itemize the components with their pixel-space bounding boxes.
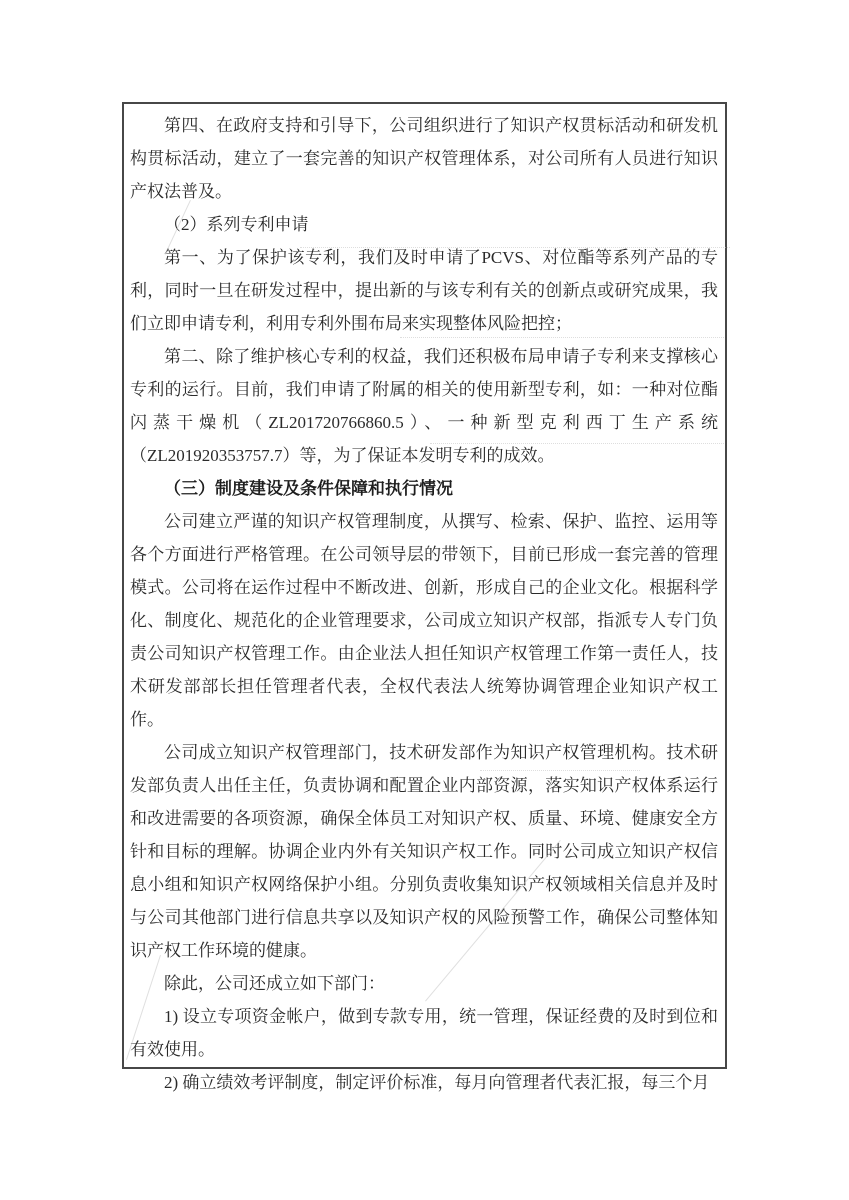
paragraph: 公司建立严谨的知识产权管理制度，从撰写、检索、保护、监控、运用等各个方面进行严格管理。在公司领导层的带领下，目前已形成一套完善的管理模式。公司将在运作过程中不断改进、创新，形成自己的企业文化。根据科学化、制度化、规范化的企业管理要求，公司成立知识产权部，指派专人专门负责公司知识产权管理工作。由企业法人担任知识产权管理工作第一责任人，技术研发部部长担任管理者代表，全权代表法人统筹协调管理企业知识产权工作。 [130, 512, 718, 729]
text-content [130, 109, 718, 1099]
paragraph: （2）系列专利申请 [164, 215, 309, 234]
section-heading: （三）制度建设及条件保障和执行情况 [164, 479, 453, 498]
paragraph: 第二、除了维护核心专利的权益，我们还积极布局申请子专利来支撑核心专利的运行。目前，我们申请了附属的相关的使用新型专利，如：一种对位酯闪蒸干燥机（ZL201720766860.5）、一种新型克利西丁生产系统（ZL201920353757.7）等，为了保证本发明专利的成效。 [130, 347, 718, 465]
paragraph: 第一、为了保护该专利，我们及时申请了PCVS、对位酯等系列产品的专利，同时一旦在研发过程中，提出新的与该专利有关的创新点或研究成果，我们立即申请专利，利用专利外围布局来实现整体风险把控； [130, 248, 718, 333]
paragraph: 1) 设立专项资金帐户，做到专款专用，统一管理，保证经费的及时到位和有效使用。 [130, 1007, 718, 1059]
paragraph: 公司成立知识产权管理部门，技术研发部作为知识产权管理机构。技术研发部负责人出任主任，负责协调和配置企业内部资源，落实知识产权体系运行和改进需要的各项资源，确保全体员工对知识产权、质量、环境、健康安全方针和目标的理解。协调企业内外有关知识产权工作。同时公司成立知识产权信息小组和知识产权网络保护小组。分别负责收集知识产权领域相关信息并及时与公司其他部门进行信息共享以及知识产权的风险预警工作，确保公司整体知识产权工作环境的健康。 [130, 743, 718, 960]
document-table-cell [122, 102, 727, 1092]
paragraph: 除此，公司还成立如下部门： [164, 974, 385, 993]
paragraph: 第四、在政府支持和引导下，公司组织进行了知识产权贯标活动和研发机构贯标活动，建立了一套完善的知识产权管理体系，对公司所有人员进行知识产权法普及。 [130, 116, 718, 201]
paragraph: 2) 确立绩效考评制度，制定评价标准，每月向管理者代表汇报，每三个月 [164, 1073, 710, 1092]
